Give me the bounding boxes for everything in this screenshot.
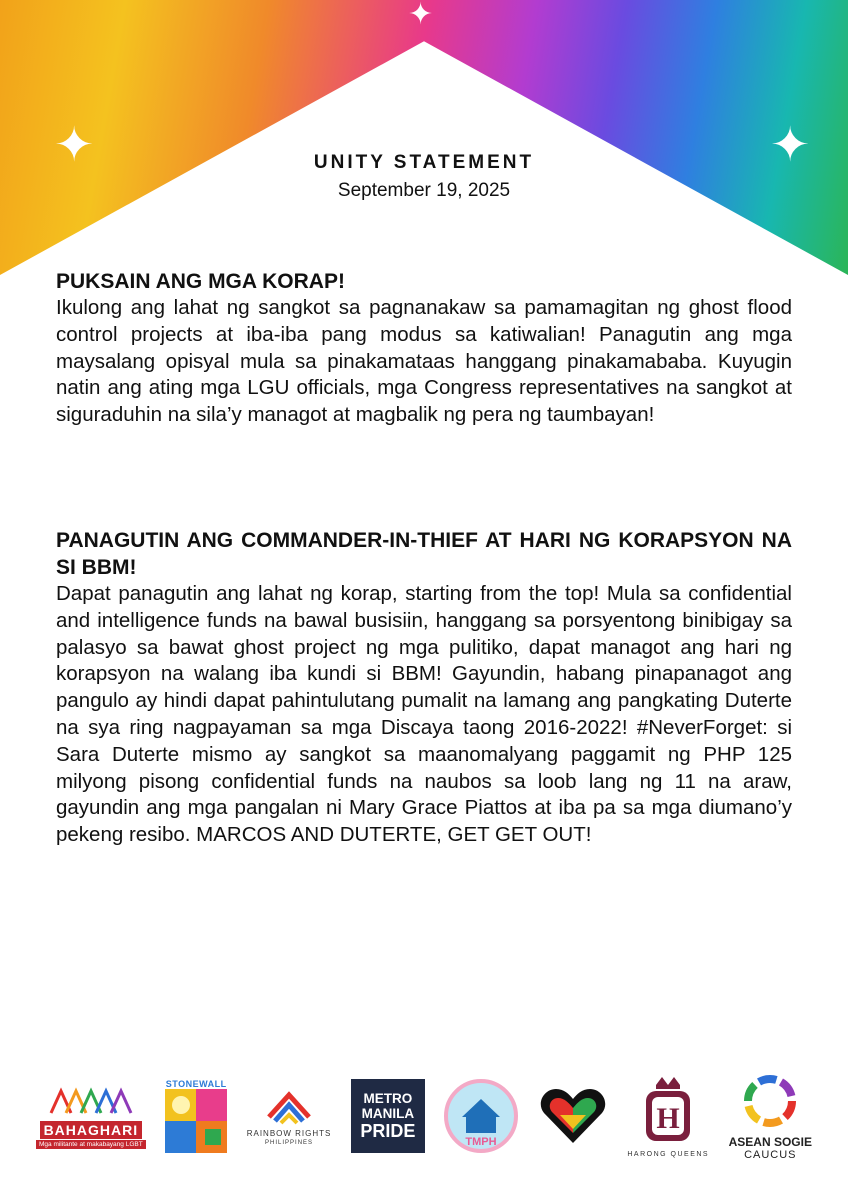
sparkle-icon: ✦ [54, 119, 95, 172]
metro-manila-pride-logo [351, 1079, 425, 1153]
section-body: Dapat panagutin ang lahat ng korap, starting from the top! Mula sa confidential and intelligence funds na bawal busisiin, hanggang sa porsyentong binibigay sa palasyo sa bawat ghost project ng mga pulitiko, dapat managot ang hari ng korapsyon na walang iba kundi si BBM! Gayundin, habang pinapanagot ang pangulo ay hindi dapat pahintulutang pumalit na lamang ang pangkating Duterte na sya ring nagpayaman sa mga Discaya taong 2016-2022! #NeverForget: si Sara Duterte mismo ay sangkot sa maanomalyang paggamit ng PHP 125 milyong pisong confidential funds na naubos sa loob lang ng 11 na araw, gayundin ang mga pangalan ni Mary Grace Piattos at iba pa sa mga diumano’y pekeng resibo. MARCOS AND DUTERTE, GET GET OUT! [56, 582, 792, 847]
rainbow-heart-logo [538, 1085, 608, 1147]
sparkle-icon: ✦ [770, 119, 811, 172]
section-heading: PANAGUTIN ANG COMMANDER-IN-THIEF AT HARI NG KORAPSYON NA SI BBM! [56, 529, 792, 579]
asean-sogie-logo [729, 1071, 812, 1161]
heart-icon [538, 1085, 608, 1147]
bahaghari-name: BAHAGHARI [40, 1121, 143, 1139]
asean-ring-icon [740, 1071, 800, 1131]
stonewall-emblem-icon [165, 1089, 227, 1153]
rainbow-header-banner [0, 0, 848, 275]
bahaghari-logo [36, 1083, 146, 1149]
tmph-emblem-icon [444, 1079, 518, 1153]
harong-letter: H [656, 1101, 680, 1135]
statement-section [56, 268, 792, 429]
bahaghari-pattern-icon [46, 1083, 136, 1121]
mmp-line: MANILA [361, 1106, 415, 1121]
rainbow-rights-logo [247, 1087, 332, 1146]
sparkle-icon: ✦ [408, 0, 434, 31]
stonewall-logo [165, 1079, 227, 1153]
harong-queens-name: HARONG QUEENS [627, 1150, 710, 1158]
statement-section [56, 527, 792, 849]
asean-sogie-name: ASEAN SOGIE [728, 1135, 812, 1149]
rainbow-rights-name: RAINBOW RIGHTS [246, 1128, 332, 1138]
mmp-line: METRO [363, 1091, 413, 1106]
harong-queens-logo [627, 1075, 709, 1158]
rainbow-rights-sub: PHILIPPINES [265, 1139, 314, 1146]
asean-sogie-sub: CAUCUS [744, 1149, 797, 1161]
section-body: Ikulong ang lahat ng sangkot sa pagnanakaw sa pamamagitan ng ghost flood control projects at iba-iba pang modus sa katiwalian! Panagutin ang mga maysalang opisyal mula sa pinakamataas hanggang pinakamababa. Kuyugin natin ang ating mga LGU officials, mga Congress representatives na sangkot at siguraduhin na sila’y managot at magbalik ng pera ng taumbayan! [56, 296, 792, 427]
page-title: UNITY STATEMENT [313, 152, 535, 173]
bahaghari-tagline: Mga militante at makabayang LGBT [36, 1140, 146, 1149]
tmph-logo [444, 1079, 518, 1153]
stonewall-name: STONEWALL [165, 1079, 227, 1089]
rainbow-rights-emblem-icon [261, 1087, 317, 1127]
organization-logos [36, 1066, 812, 1166]
crown-emblem-icon [636, 1075, 700, 1149]
statement-date: September 19, 2025 [337, 180, 511, 201]
tmph-name: TMPH [465, 1136, 497, 1148]
mmp-line: PRIDE [360, 1121, 416, 1141]
section-heading: PUKSAIN ANG MGA KORAP! [56, 270, 345, 293]
